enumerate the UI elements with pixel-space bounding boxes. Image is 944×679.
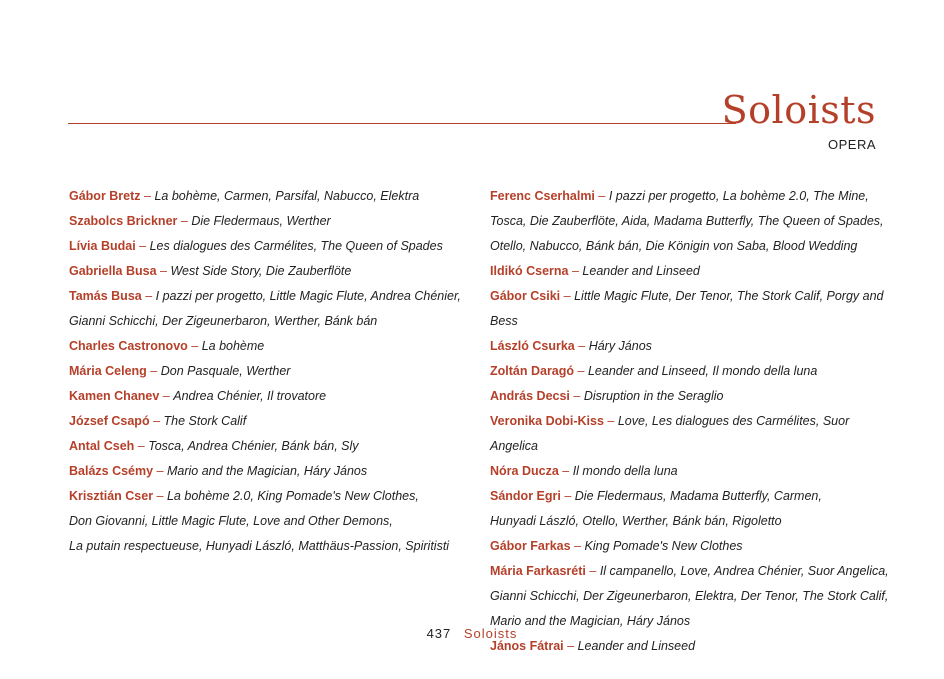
soloist-entry <box>69 334 479 359</box>
soloist-entry <box>69 359 479 384</box>
soloist-name: Ferenc Cserhalmi <box>490 189 595 203</box>
soloist-name: Gábor Bretz <box>69 189 141 203</box>
soloist-entry <box>69 434 479 459</box>
soloist-works: Leander and Linseed, Il mondo della luna <box>587 364 818 378</box>
separator-dash: – <box>156 464 164 478</box>
separator-dash: – <box>563 289 571 303</box>
soloist-entry <box>490 284 890 334</box>
soloist-entry <box>69 234 479 259</box>
separator-dash: – <box>144 189 151 203</box>
soloist-entry <box>69 384 479 409</box>
soloist-works: Die Fledermaus, Werther <box>191 214 331 228</box>
soloist-entry <box>69 284 479 334</box>
soloist-works: Otello, Nabucco, Bánk bán, Die Königin von Saba, Blood Wedding <box>490 239 858 253</box>
separator-dash: – <box>562 464 570 478</box>
separator-dash: – <box>571 264 579 278</box>
soloist-name: János Fátrai <box>490 639 564 653</box>
separator-dash: – <box>153 414 161 428</box>
separator-dash: – <box>607 414 615 428</box>
soloist-works: Little Magic Flute, Der Tenor, The Stork Calif, Porgy and Bess <box>490 289 884 328</box>
soloist-name: Szabolcs Brickner <box>69 214 178 228</box>
soloist-works: I pazzi per progetto, La bohème 2.0, The Mine, <box>608 189 869 203</box>
soloist-works: Don Pasquale, Werther <box>160 364 291 378</box>
soloist-name: Gábor Csiki <box>490 289 561 303</box>
soloist-works: La bohème 2.0, King Pomade's New Clothes, <box>166 489 419 503</box>
separator-dash: – <box>150 364 158 378</box>
soloist-works: Don Giovanni, Little Magic Flute, Love and Other Demons, <box>69 514 393 528</box>
separator-dash: – <box>598 189 606 203</box>
page-number: 437 <box>426 626 452 641</box>
soloist-name: Zoltán Daragó <box>490 364 575 378</box>
separator-dash: – <box>578 339 586 353</box>
soloist-works: Gianni Schicchi, Der Zigeunerbaron, Elektra, Der Tenor, The Stork Calif, <box>490 589 889 603</box>
soloist-entry <box>69 209 479 234</box>
separator-dash: – <box>137 439 145 453</box>
soloist-name: Balázs Csémy <box>69 464 154 478</box>
soloist-works: Disruption in the Seraglio <box>583 389 724 403</box>
soloist-name: Kamen Chanev <box>69 389 160 403</box>
soloist-entry <box>490 384 890 409</box>
soloist-name: László Csurka <box>490 339 575 353</box>
soloist-name: Mária Celeng <box>69 364 147 378</box>
soloist-name: Antal Cseh <box>69 439 135 453</box>
separator-dash: – <box>191 339 199 353</box>
page-footer <box>0 626 944 641</box>
soloist-works: I pazzi per progetto, Little Magic Flute, Andrea Chénier, <box>155 289 461 303</box>
soloist-name: Tamás Busa <box>69 289 142 303</box>
soloist-works: King Pomade's New Clothes <box>584 539 743 553</box>
soloist-works: Andrea Chénier, Il trovatore <box>173 389 327 403</box>
footer-section-title: Soloists <box>463 626 518 641</box>
soloist-works: La bohème <box>201 339 265 353</box>
soloist-name: Ildikó Cserna <box>490 264 569 278</box>
soloist-entry <box>69 459 479 484</box>
soloist-name: Veronika Dobi-Kiss <box>490 414 604 428</box>
soloist-entry <box>490 484 890 534</box>
soloist-entry <box>490 184 890 259</box>
soloist-entry <box>490 559 890 634</box>
separator-dash: – <box>162 389 170 403</box>
soloist-entry <box>490 259 890 284</box>
separator-dash: – <box>564 489 572 503</box>
soloist-entry <box>490 534 890 559</box>
right-column <box>490 184 890 659</box>
header-rule <box>68 123 736 124</box>
soloist-name: Lívia Budai <box>69 239 136 253</box>
separator-dash: – <box>160 264 167 278</box>
soloist-works: Leander and Linseed <box>582 264 700 278</box>
soloist-works: Il mondo della luna <box>572 464 678 478</box>
soloist-works: Hunyadi László, Otello, Werther, Bánk bán, Rigoletto <box>490 514 782 528</box>
soloist-works: West Side Story, Die Zauberflöte <box>170 264 352 278</box>
separator-dash: – <box>574 539 582 553</box>
separator-dash: – <box>139 239 147 253</box>
soloist-name: Charles Castronovo <box>69 339 188 353</box>
soloist-works: Háry János <box>588 339 652 353</box>
soloist-name: Gabriella Busa <box>69 264 157 278</box>
soloist-entry <box>490 459 890 484</box>
separator-dash: – <box>573 389 581 403</box>
soloist-works: Gianni Schicchi, Der Zigeunerbaron, Werther, Bánk bán <box>69 314 378 328</box>
soloist-works: Il campanello, Love, Andrea Chénier, Suor Angelica, <box>599 564 889 578</box>
soloist-name: András Decsi <box>490 389 570 403</box>
soloist-works: Les dialogues des Carmélites, The Queen of Spades <box>149 239 443 253</box>
soloist-entry <box>69 484 479 559</box>
soloist-works: Mario and the Magician, Háry János <box>490 614 691 628</box>
separator-dash: – <box>180 214 188 228</box>
soloist-works: Die Fledermaus, Madama Butterfly, Carmen, <box>574 489 822 503</box>
soloist-name: Krisztián Cser <box>69 489 154 503</box>
separator-dash: – <box>577 364 585 378</box>
soloist-works: Leander and Linseed <box>577 639 696 653</box>
soloist-entry <box>490 409 890 459</box>
soloist-works: La bohème, Carmen, Parsifal, Nabucco, Elektra <box>154 189 420 203</box>
soloist-works: La putain respectueuse, Hunyadi László, Matthäus-Passion, Spiritisti <box>69 539 450 553</box>
soloist-name: Mária Farkasréti <box>490 564 586 578</box>
soloist-works: Love, Les dialogues des Carmélites, Suor Angelica <box>490 414 850 453</box>
soloist-name: Gábor Farkas <box>490 539 571 553</box>
page-title: Soloists <box>721 88 876 132</box>
soloist-name: Sándor Egri <box>490 489 561 503</box>
separator-dash: – <box>567 639 575 653</box>
separator-dash: – <box>589 564 597 578</box>
soloist-entry <box>69 259 479 284</box>
soloist-entry <box>490 359 890 384</box>
soloist-works: The Stork Calif <box>163 414 247 428</box>
soloist-entry <box>69 409 479 434</box>
page-subtitle: OPERA <box>827 137 876 152</box>
soloist-works: Tosca, Andrea Chénier, Bánk bán, Sly <box>148 439 359 453</box>
left-column <box>69 184 479 559</box>
soloist-name: József Csapó <box>69 414 150 428</box>
soloist-entry <box>490 334 890 359</box>
soloist-entry <box>69 184 479 209</box>
soloist-name: Nóra Ducza <box>490 464 559 478</box>
soloist-works: Mario and the Magician, Háry János <box>167 464 368 478</box>
separator-dash: – <box>156 489 164 503</box>
soloist-works: Tosca, Die Zauberflöte, Aida, Madama Butterfly, The Queen of Spades, <box>490 214 884 228</box>
separator-dash: – <box>145 289 153 303</box>
